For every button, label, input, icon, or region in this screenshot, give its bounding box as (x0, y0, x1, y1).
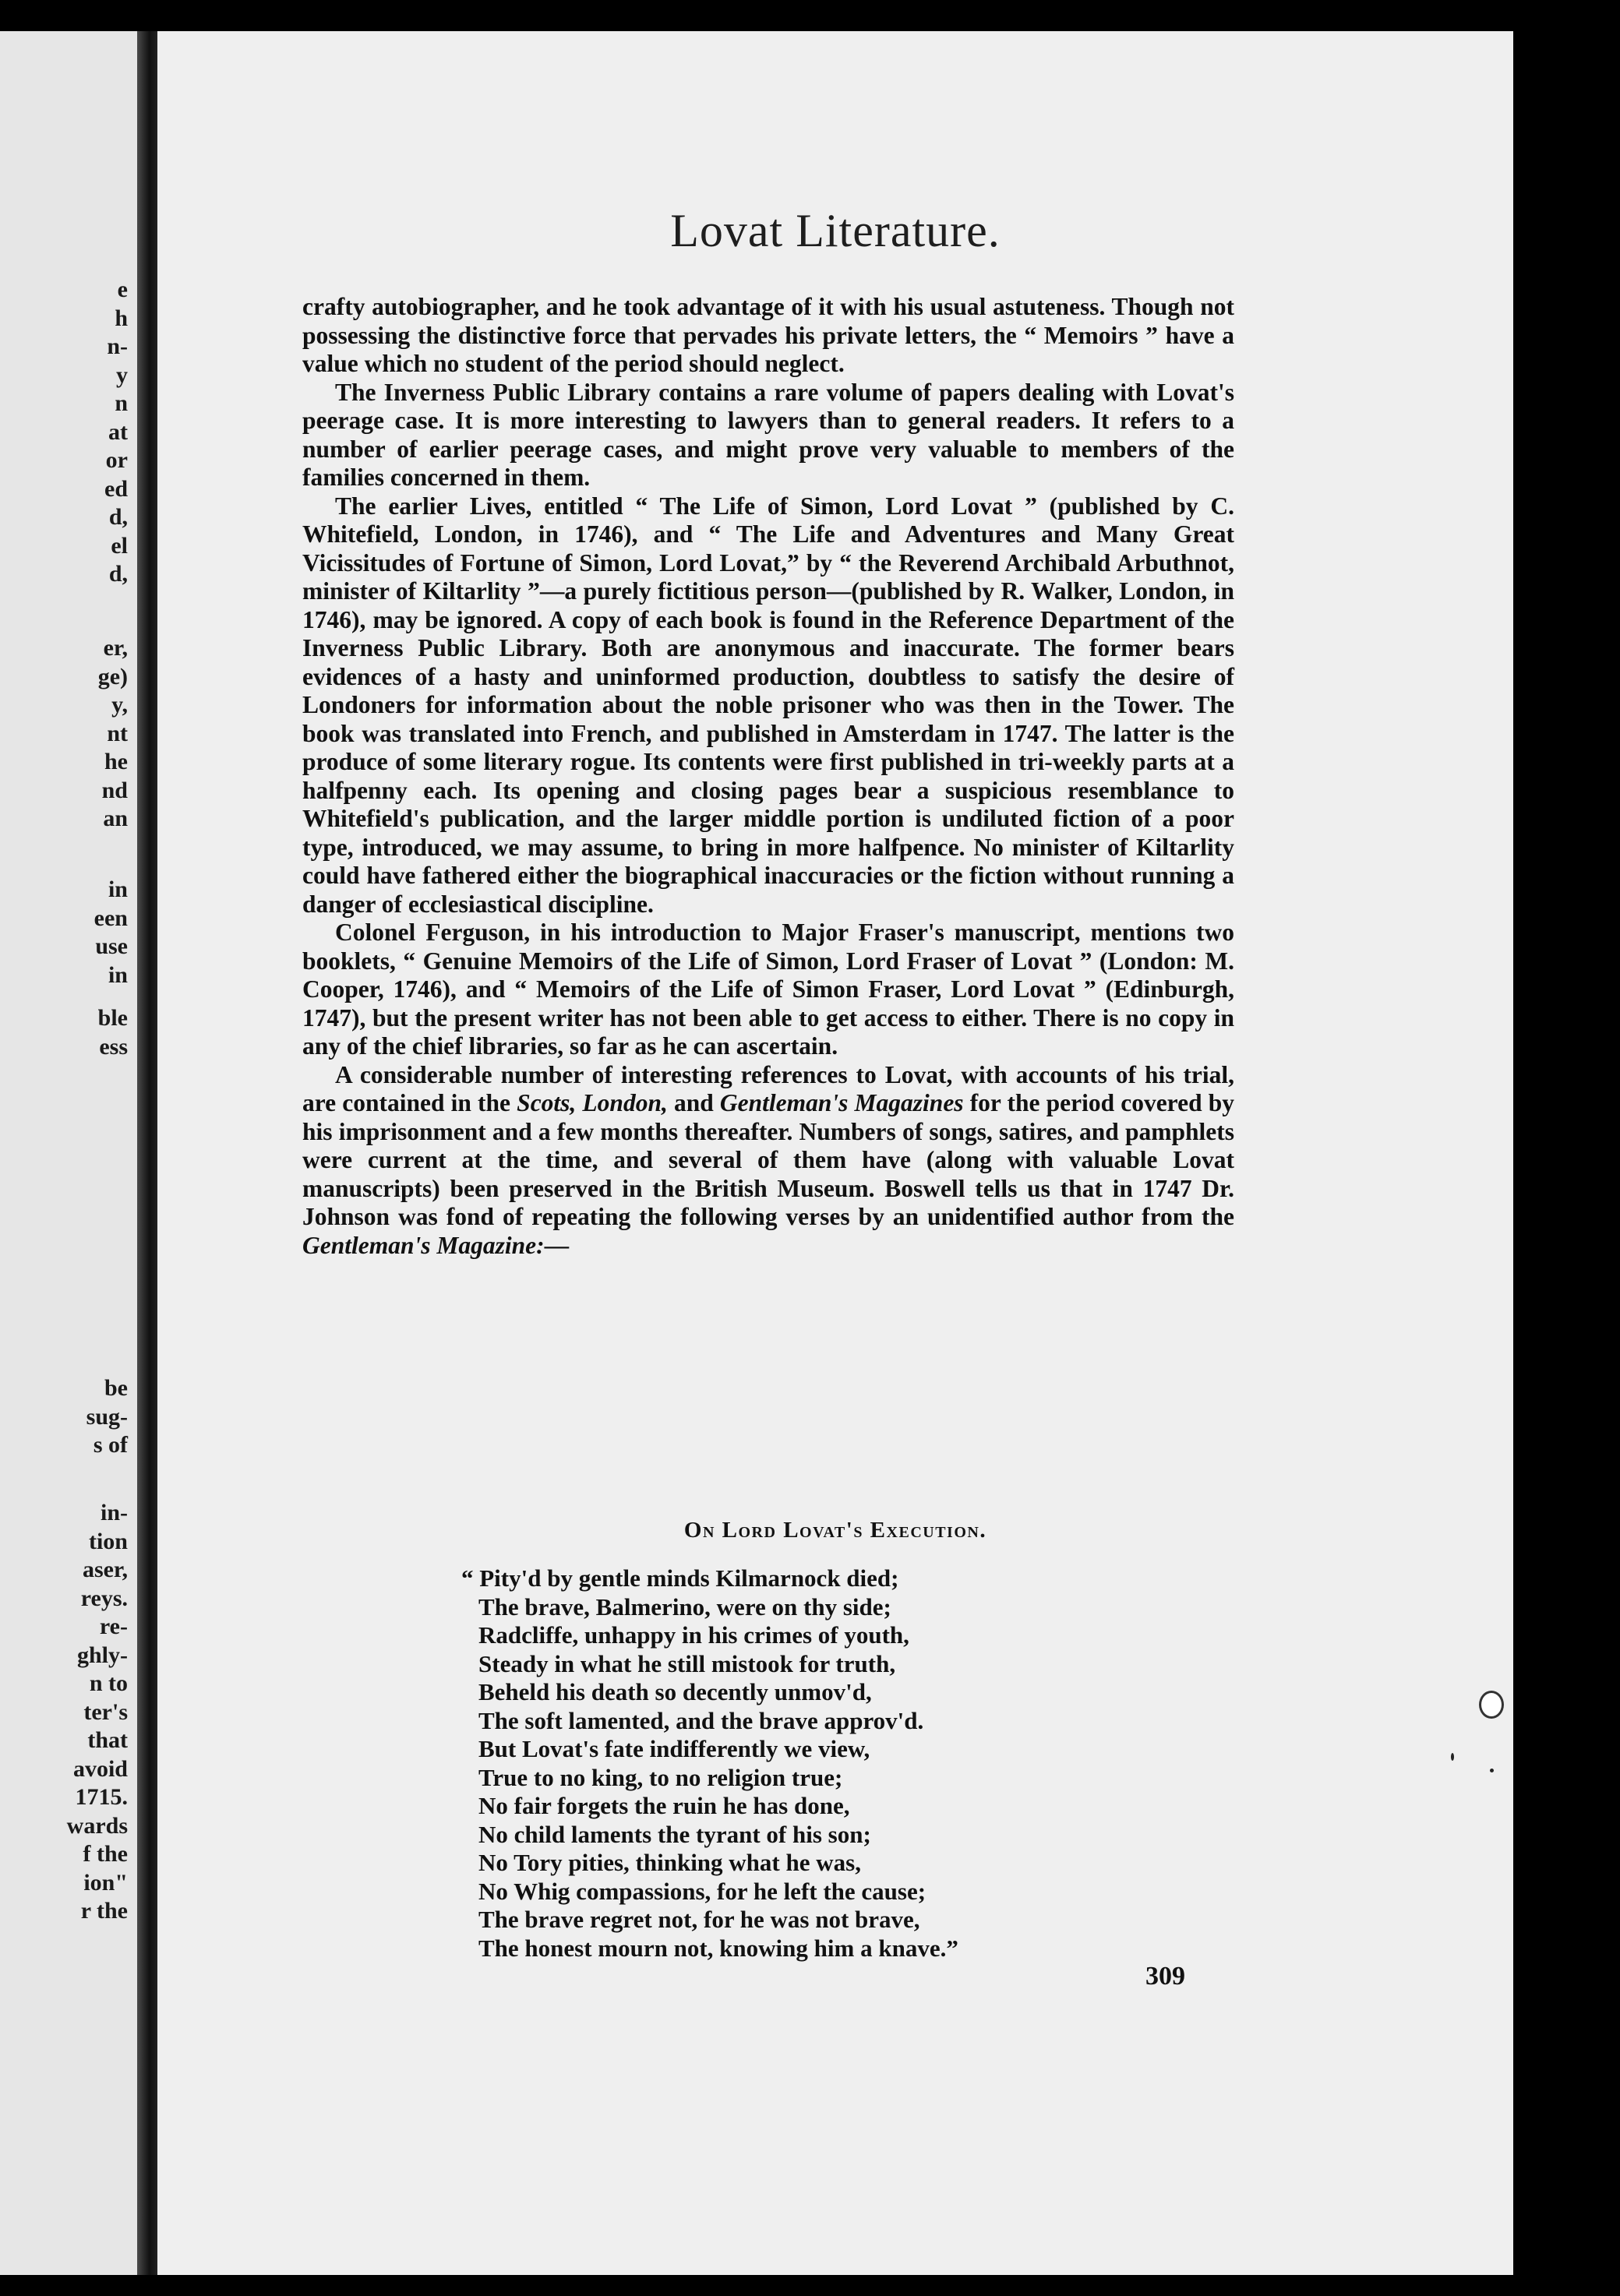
left-page-fragment: in- (100, 1500, 128, 1525)
poem-line: Radcliffe, unhappy in his crimes of youth, (478, 1621, 909, 1649)
book-gutter (137, 31, 157, 2275)
poem-line: Steady in what he still mistook for truth, (478, 1649, 896, 1677)
paragraph: crafty autobiographer, and he took advantage of it with his usual astuteness. Though not possessing the distinctive force that pervades his private letters, the “ Memoirs ” have a value which no student of the period should neglect. (302, 293, 1234, 377)
poem (461, 1564, 958, 1963)
poem-line: The brave, Balmerino, were on thy side; (478, 1592, 891, 1621)
left-page-fragment: s of (93, 1432, 128, 1458)
poem-line: But Lovat's fate indifferently we view, (478, 1735, 870, 1762)
left-page-fragment: ble (97, 1005, 128, 1031)
poem-line: “ Pity'd by gentle minds Kilmarnock died; (461, 1564, 899, 1592)
dust-speck (1451, 1753, 1454, 1761)
paragraph-text: — (544, 1231, 570, 1259)
left-page-fragment: ion" (83, 1869, 128, 1896)
left-page-fragment: use (95, 933, 128, 959)
poem-line: No Tory pities, thinking what he was, (478, 1849, 861, 1876)
left-page-fragment: e (117, 277, 128, 302)
paragraph-text: A considerable number of interesting references to Lovat, with accounts of his trial, are contained in the (302, 1060, 1234, 1116)
page-number: 309 (1145, 1962, 1185, 1991)
right-page (157, 31, 1513, 2275)
left-page-fragment: 1715. (75, 1784, 128, 1810)
left-page-fragment: ghly- (76, 1642, 128, 1668)
left-page-fragment: f the (83, 1841, 128, 1867)
left-page-fragment: een (94, 905, 128, 931)
left-page-fragment: reys. (80, 1585, 128, 1611)
scan-border (1513, 0, 1620, 2296)
left-page-fragment: n to (89, 1670, 128, 1696)
left-page-fragment: n- (107, 333, 128, 359)
left-page-fragment: re- (99, 1614, 128, 1639)
paragraph: Colonel Ferguson, in his introduction to Major Fraser's manuscript, mentions two booklets, “ Genuine Memoirs of the Life of Simon, Lord Fraser of Lovat ” (London: M. Cooper, 1746), and “ Memoirs of the Life of Simon Fraser, Lord Lovat ” (Edinburgh, 1747), but the present writer has not been able to get access to either. There is no copy in any of the chief libraries, so far as he can ascertain. (302, 919, 1234, 1060)
poem-line: True to no king, to no religion true; (478, 1763, 843, 1791)
italic-title: Gentleman's Magazines (719, 1089, 964, 1116)
left-page-fragment: in (108, 961, 128, 988)
left-page-text-fragments (0, 31, 137, 2275)
italic-title: Gentleman's Magazine: (302, 1231, 545, 1259)
left-page-fragment: nd (101, 777, 128, 803)
poem-line: Beheld his death so decently unmov'd, (478, 1678, 872, 1705)
left-page-fragment: be (104, 1375, 128, 1401)
dust-speck (1479, 1691, 1504, 1719)
body-text (302, 293, 1234, 1260)
poem-line: The soft lamented, and the brave approv'd. (478, 1706, 924, 1734)
left-page-fragment: er, (103, 635, 128, 661)
poem-line: The brave regret not, for he was not brave, (478, 1906, 920, 1933)
left-page-fragment: ed (104, 475, 128, 502)
left-page-fragment: wards (66, 1812, 128, 1839)
left-page-fragment: d, (108, 561, 128, 587)
left-page-fragment: sug- (86, 1403, 128, 1430)
page-title: Lovat Literature. (670, 205, 1001, 256)
italic-title: Scots, London, (517, 1089, 668, 1116)
left-page-fragment: n (115, 390, 128, 416)
poem-line: No fair forgets the ruin he has done, (478, 1792, 850, 1819)
left-page-fragment: el (111, 532, 128, 559)
left-page-fragment: r the (80, 1898, 128, 1924)
paragraph-text: for the period covered by his imprisonment and a few months thereafter. Numbers of songs, satires, and pamphlets were current at the time, and several of them have (along with valuable Lovat manuscripts) been preserved in the British Museum. Boswell tells us that in 1747 Dr. Johnson was fond of repeating the following verses by an unidentified author from the (302, 1089, 1234, 1230)
left-page-fragment: d, (108, 504, 128, 530)
left-page-fragment: y (116, 362, 128, 388)
left-page-fragment: in (108, 876, 128, 902)
left-page (0, 31, 137, 2275)
poem-line: No child laments the tyrant of his son; (478, 1820, 871, 1848)
left-page-fragment: or (105, 447, 128, 473)
left-page-fragment: ge) (97, 663, 128, 690)
paragraph-text: and (667, 1089, 720, 1116)
left-page-fragment: an (103, 806, 128, 831)
left-page-fragment: at (108, 418, 128, 445)
left-page-fragment: that (87, 1727, 128, 1753)
poem-heading: On Lord Lovat's Execution. (683, 1518, 987, 1543)
paragraph: The earlier Lives, entitled “ The Life of Simon, Lord Lovat ” (published by C. Whitefield, London, in 1746), and “ The Life and Adventures and Many Great Vicissitudes of Fortune of Simon, Lord Lovat,” by “ the Reverend Archibald Arbuthnot, minister of Kiltarlity ”—a purely fictitious person—(published by R. Walker, London, in 1746), may be ignored. A copy of each book is found in the Reference Department of the Inverness Public Library. Both are anonymous and inaccurate. The former bears evidences of a hasty and uninformed production, doubtless to satisfy the desire of Londoners for information about the noble prisoner who was then in the Tower. The book was translated into French, and published in Amsterdam in 1747. The latter is the produce of some literary rogue. Its contents were first published in tri-weekly parts at a halfpenny each. Its opening and closing pages bear a suspicious resemblance to Whitefield's publication, and the larger middle portion is undiluted fiction of a poor type, introduced, we may assume, to bring in more halfpence. No minister of Kiltarlity could have fathered either the biographical inaccuracies or the fiction without running a danger of ecclesiastical discipline. (302, 492, 1234, 918)
left-page-fragment: nt (107, 720, 128, 746)
dust-speck (1490, 1769, 1494, 1772)
poem-line: No Whig compassions, for he left the cause; (478, 1877, 926, 1905)
left-page-fragment: h (115, 305, 128, 331)
left-page-fragment: aser, (82, 1557, 128, 1582)
left-page-fragment: tion (88, 1528, 128, 1554)
left-page-fragment: avoid (72, 1755, 128, 1782)
left-page-fragment: ter's (83, 1698, 128, 1725)
paragraph (302, 1061, 1234, 1261)
paragraph: The Inverness Public Library contains a rare volume of papers dealing with Lovat's peerage case. It is more interesting to lawyers than to general readers. It refers to a number of earlier peerage cases, and might prove very valuable to members of the families concerned in them. (302, 378, 1234, 491)
poem-line: The honest mourn not, knowing him a knave.” (478, 1934, 958, 1962)
left-page-fragment: ess (99, 1033, 128, 1060)
left-page-fragment: y, (111, 692, 128, 718)
left-page-fragment: he (104, 749, 128, 774)
